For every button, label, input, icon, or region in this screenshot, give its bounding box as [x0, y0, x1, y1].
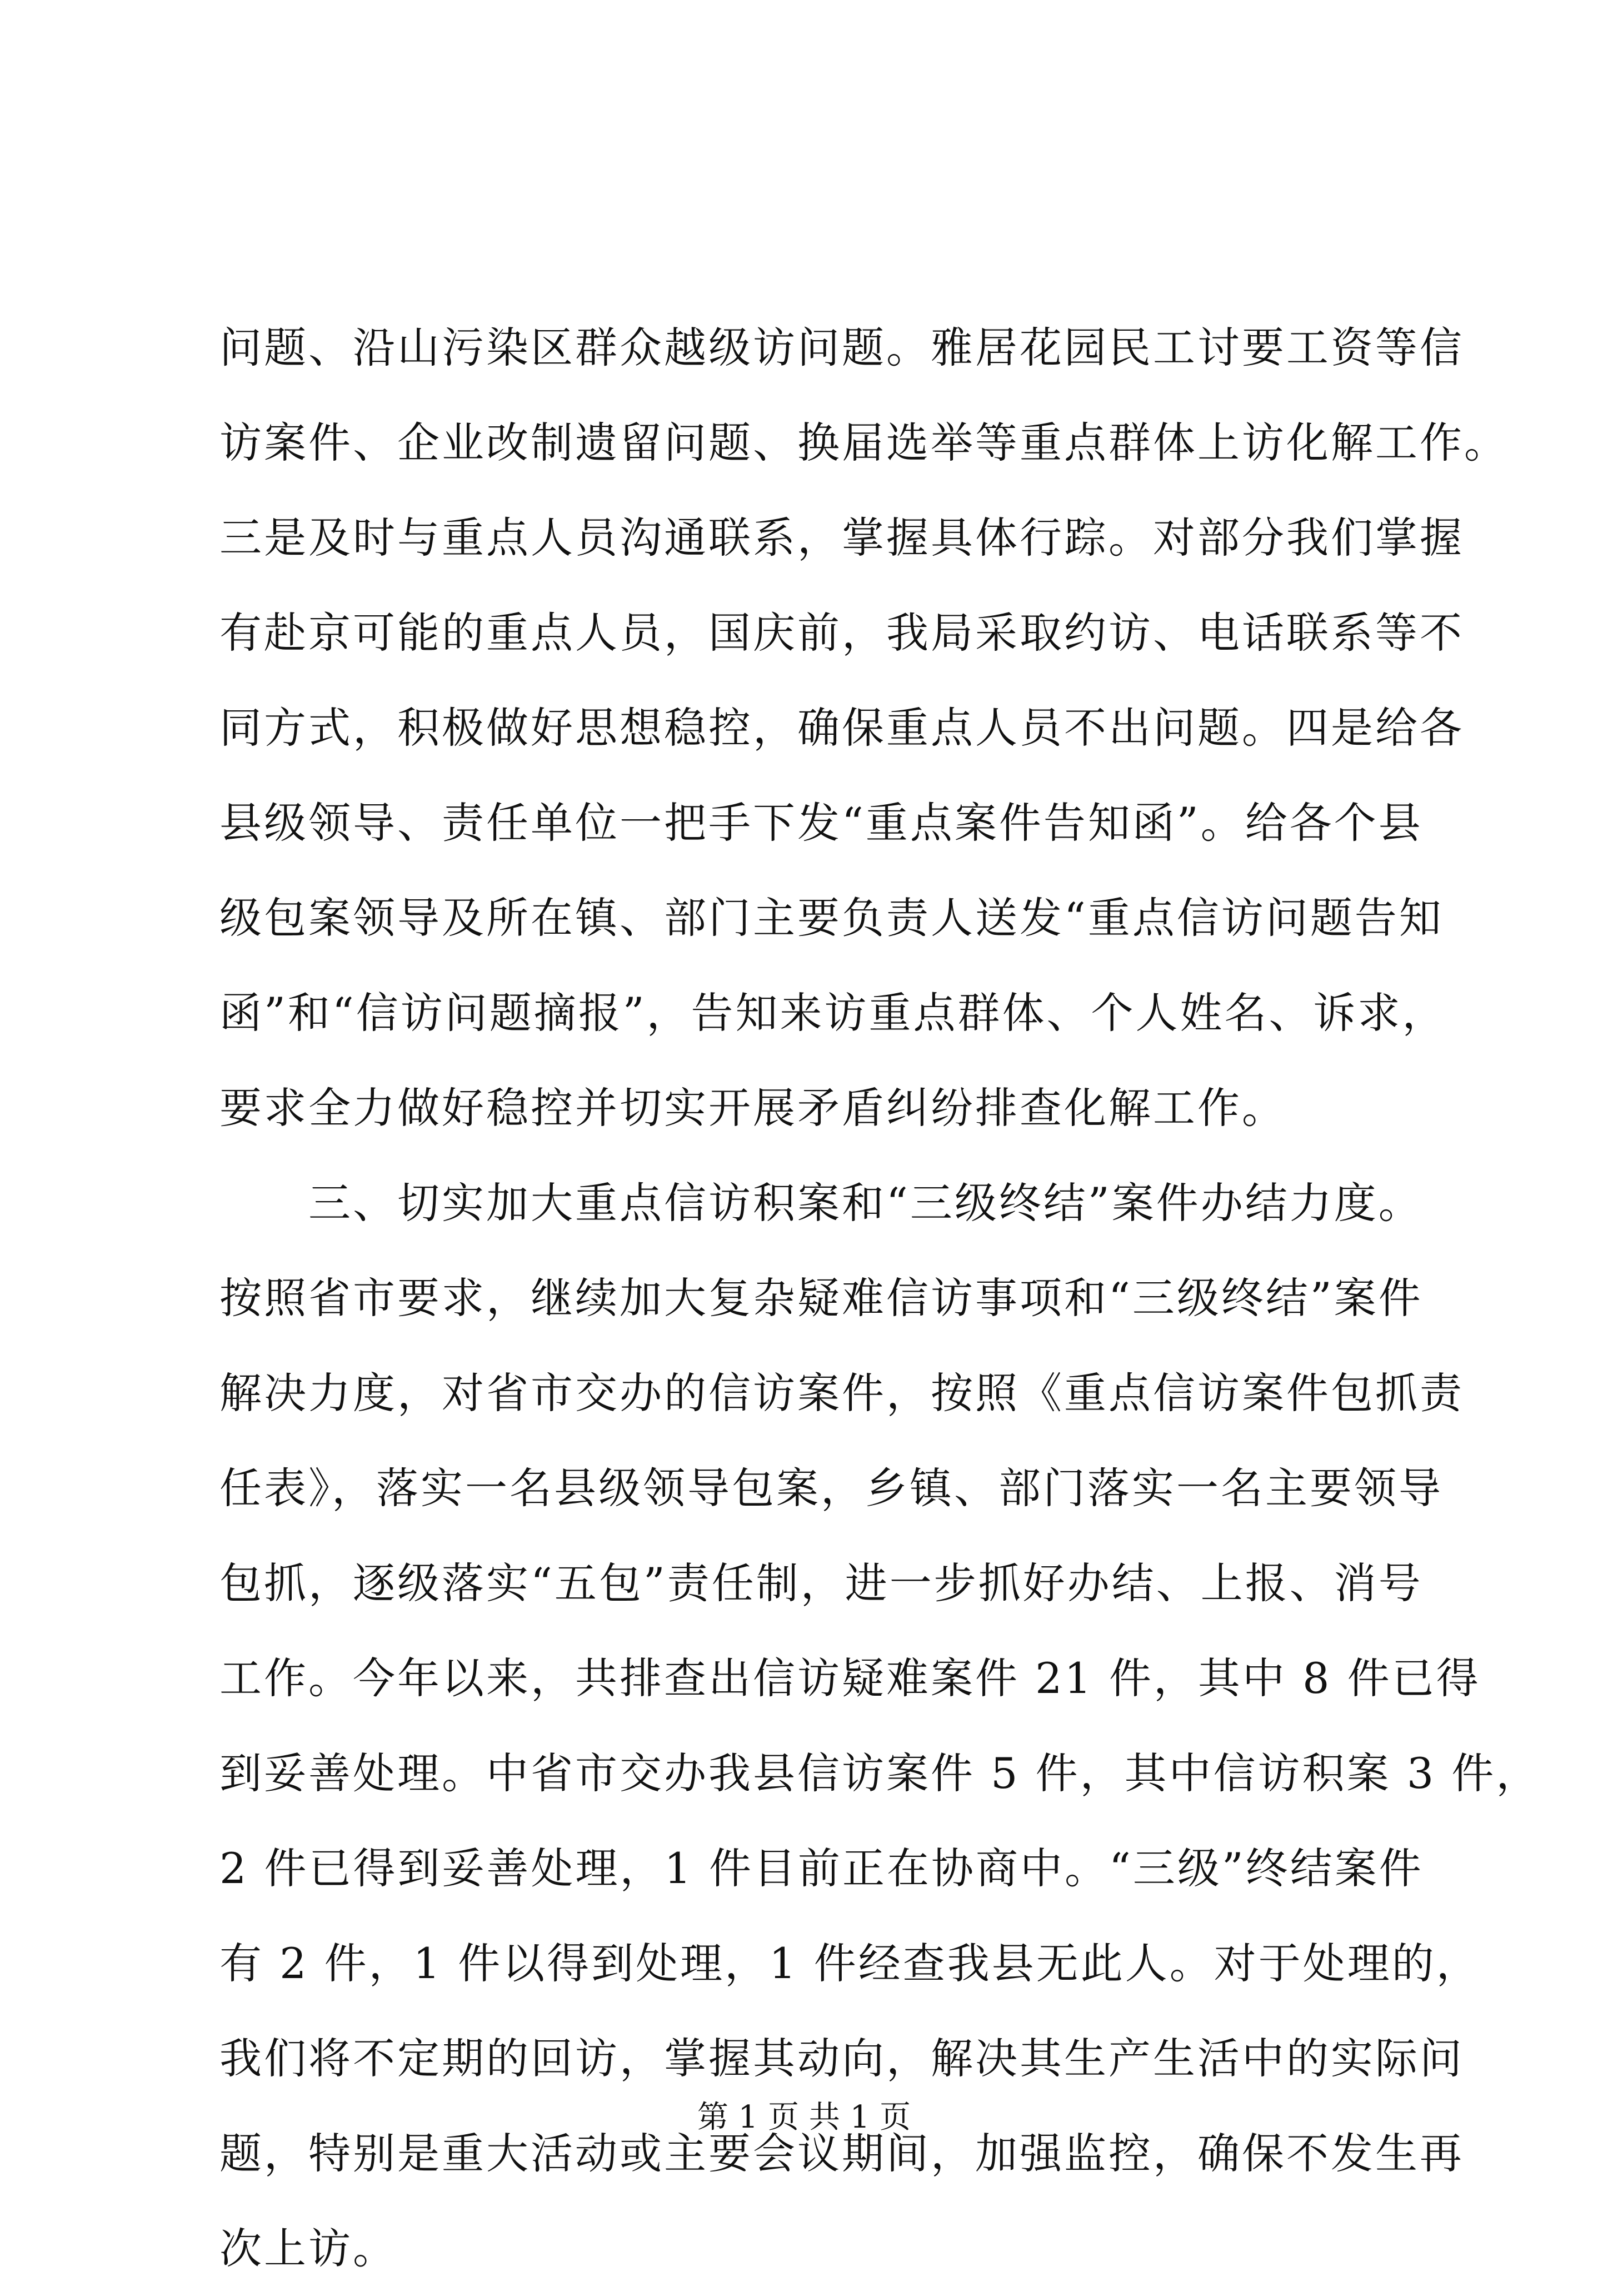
text-line: 同方式，积极做好思想稳控，确保重点人员不出问题。四是给各	[219, 703, 1464, 753]
text-line: 工作。今年以来，共排查出信访疑难案件 21 件，其中 8 件已得	[219, 1653, 1481, 1703]
text-line: 县级领导、责任单位一把手下发“重点案件告知函”。给各个县	[219, 798, 1423, 848]
text-line: 要求全力做好稳控并切实开展矛盾纠纷排查化解工作。	[219, 1083, 1286, 1133]
text-line: 2 件已得到妥善处理，1 件目前正在协商中。“三级”终结案件	[219, 1844, 1424, 1893]
text-line: 按照省市要求，继续加大复杂疑难信访事项和“三级终结”案件	[219, 1273, 1423, 1323]
text-line: 解决力度，对省市交办的信访案件，按照《重点信访案件包抓责	[219, 1368, 1464, 1418]
text-line: 题，特别是重大活动或主要会议期间，加强监控，确保不发生再	[219, 2129, 1464, 2178]
document-body	[219, 300, 1541, 2296]
text-line: 访案件、企业改制遗留问题、换届选举等重点群体上访化解工作。	[219, 418, 1509, 467]
text-line: 包抓，逐级落实“五包”责任制，进一步抓好办结、上报、消号	[219, 1558, 1423, 1608]
text-line: 三是及时与重点人员沟通联系，掌握具体行踪。对部分我们掌握	[219, 513, 1464, 562]
text-line: 到妥善处理。中省市交办我县信访案件 5 件，其中信访积案 3 件，	[219, 1749, 1541, 1798]
section-heading-line: 三、切实加大重点信访积案和“三级终结”案件办结力度。	[308, 1178, 1423, 1228]
text-line: 函”和“信访问题摘报”，告知来访重点群体、个人姓名、诉求，	[219, 988, 1447, 1038]
text-line: 问题、沿山污染区群众越级访问题。雅居花园民工讨要工资等信	[219, 323, 1464, 372]
page-footer: 第 1 页 共 1 页	[697, 2099, 911, 2135]
text-line: 任表》，落实一名县级领导包案，乡镇、部门落实一名主要领导	[219, 1463, 1443, 1513]
text-line: 有赴京可能的重点人员，国庆前，我局采取约访、电话联系等不	[219, 608, 1464, 658]
text-line: 级包案领导及所在镇、部门主要负责人送发“重点信访问题告知	[219, 893, 1444, 943]
text-line: 有 2 件，1 件以得到处理，1 件经查我县无此人。对于处理的，	[219, 1939, 1481, 1988]
text-line: 我们将不定期的回访，掌握其动向，解决其生产生活中的实际问	[219, 2034, 1464, 2083]
text-line: 次上访。	[219, 2224, 397, 2273]
